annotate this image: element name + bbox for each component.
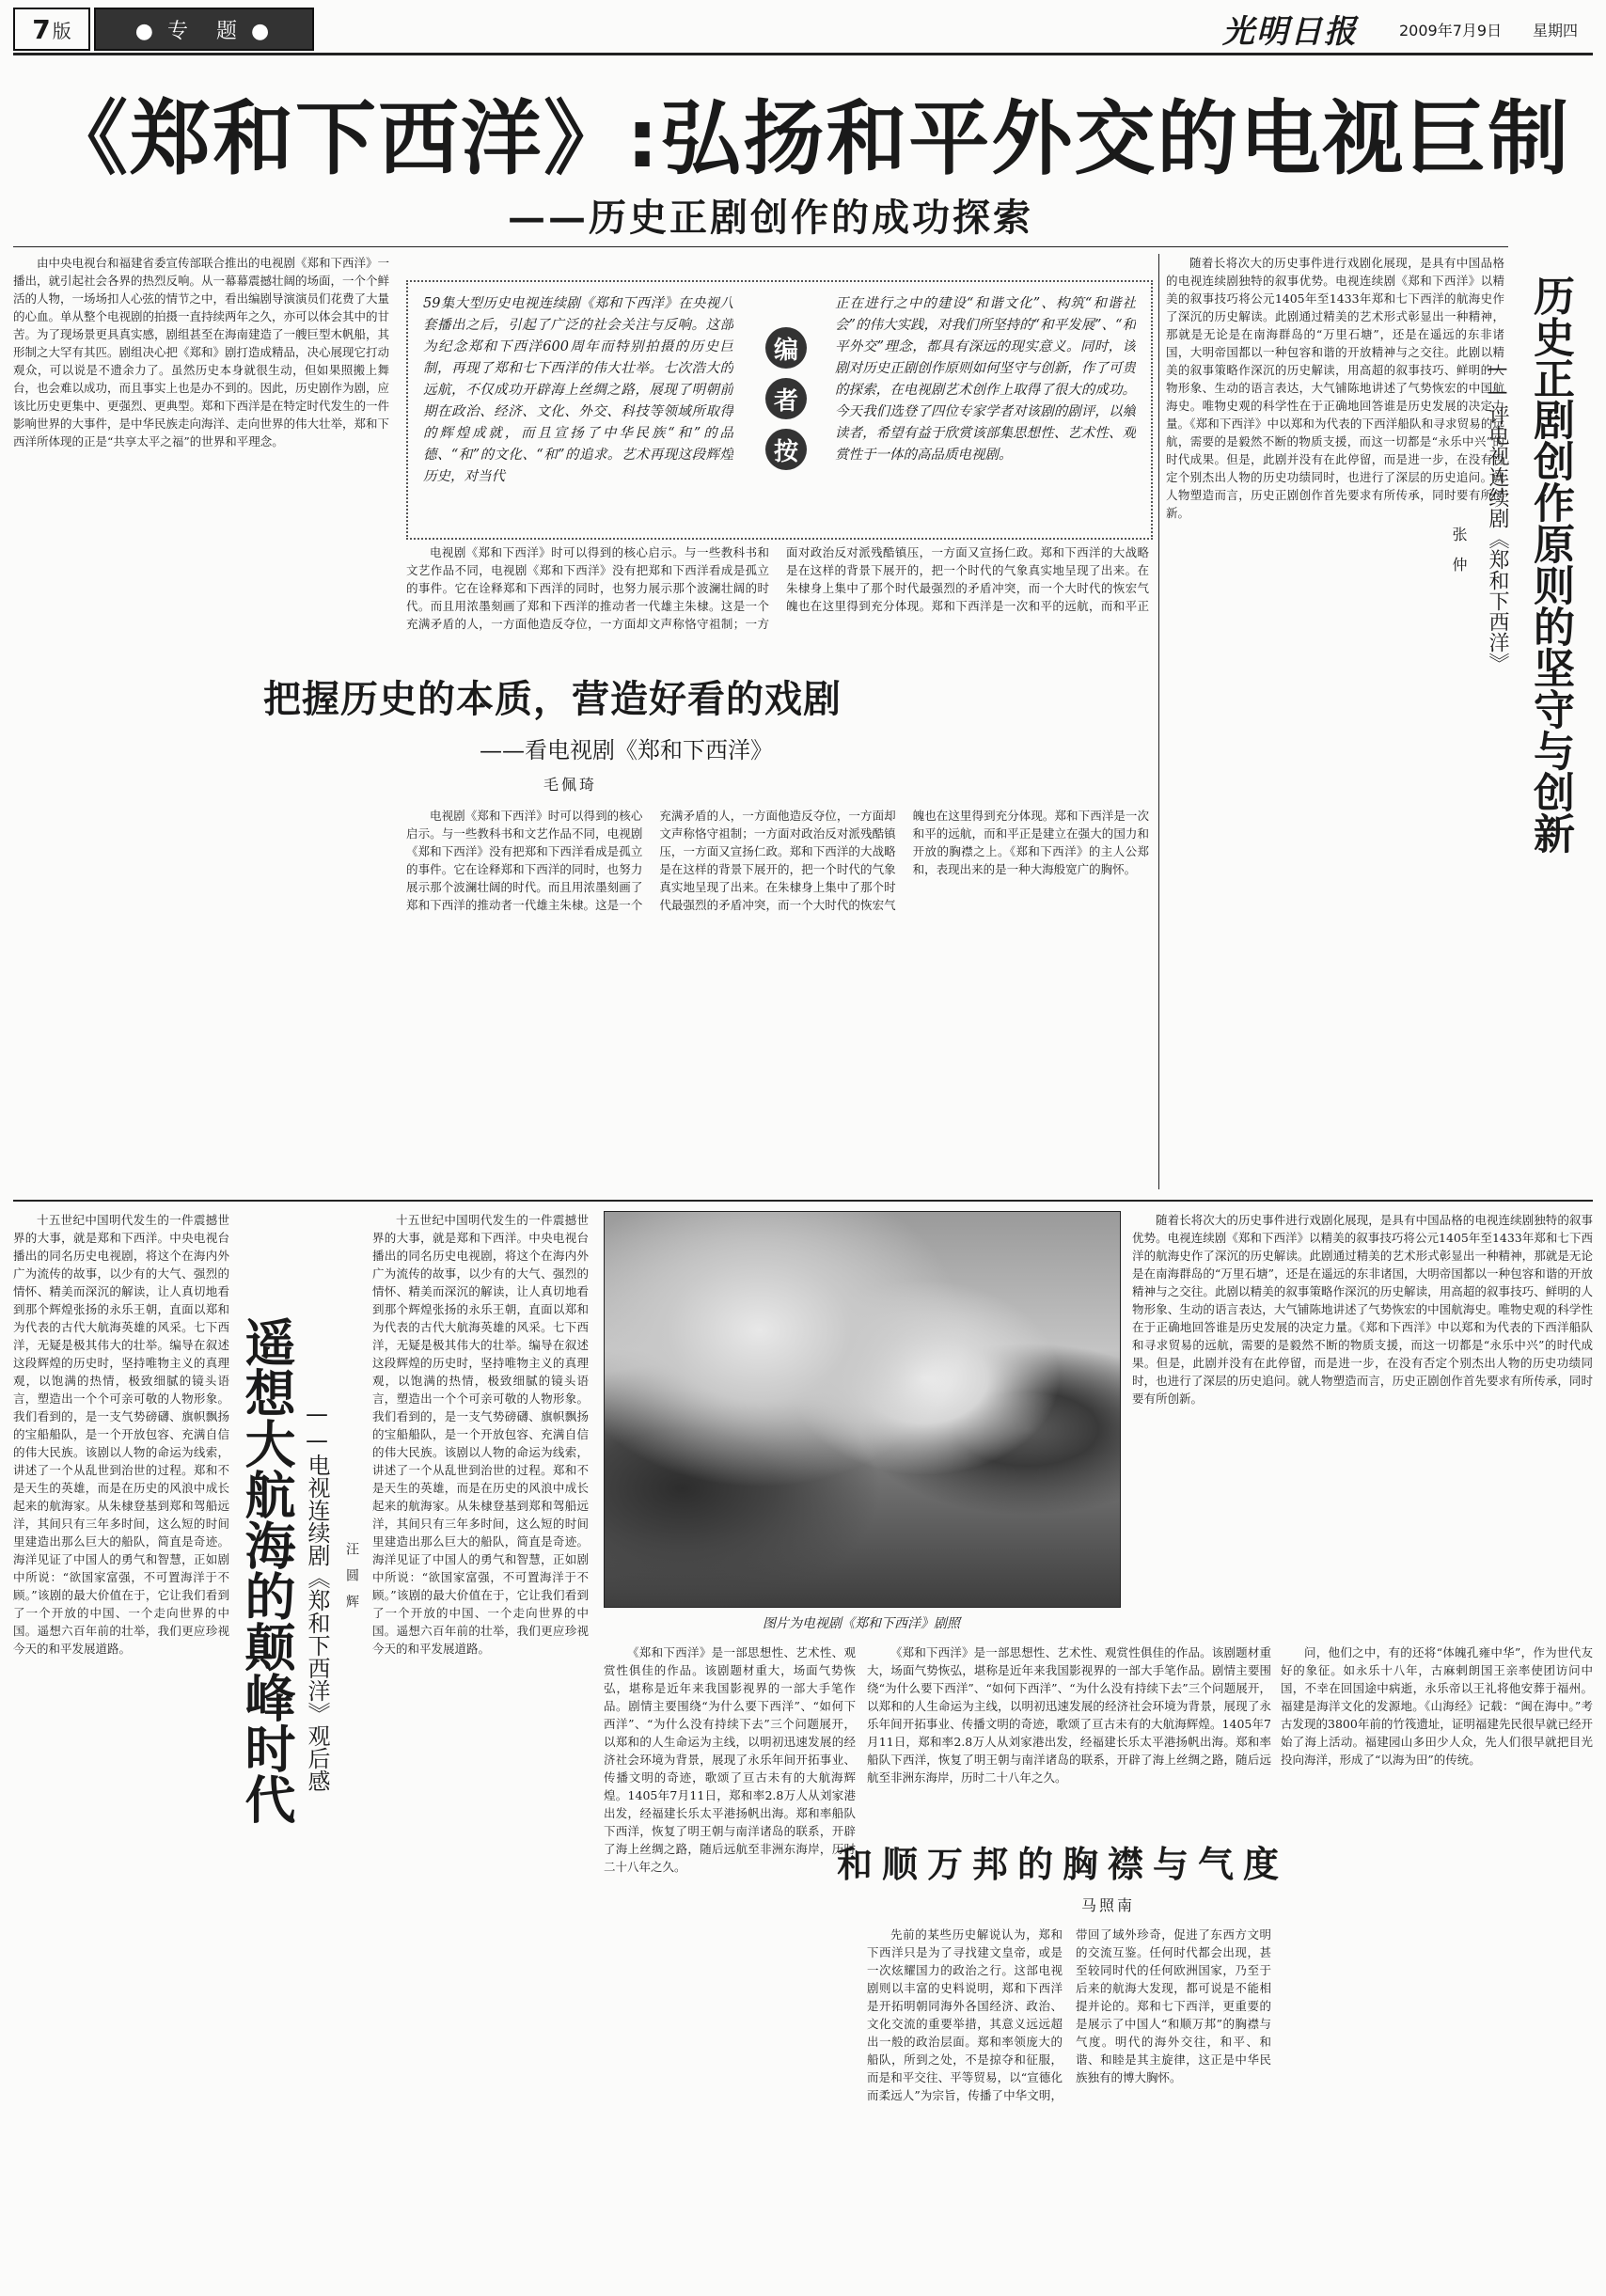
headline-rule [13, 246, 1508, 247]
article4-column-right [1281, 1643, 1593, 2288]
editor-note-right: 正在进行之中的建设“和谐文化”、构筑“和谐社会”的伟大实践，对我们所坚持的“和平发展”、“和平外交”理念，都具有深远的现实意义。同时，该剧对历史正剧创作原则如何坚守与创新，作了可贵的探索，在电视剧艺术创作上取得了很大的成功。今天我们选登了四位专家学者对该剧的剧评，以飨读者，希望有益于欣赏该部集思想性、艺术性、观赏性于一体的高品质电视剧。 [835, 296, 1136, 463]
drama-still-photo [604, 1211, 1121, 1608]
photo-caption: 图片为电视剧《郑和下西洋》剧照 [763, 1616, 960, 1631]
page-number-box [13, 8, 90, 51]
section-label: ● 专 题 ● [134, 19, 274, 43]
editor-note-left: 59集大型历史电视连续剧《郑和下西洋》在央视八套播出之后，引起了广泛的社会关注与反响。这部为纪念郑和下西洋600周年而特别拍摄的历史巨制，再现了郑和七下西洋的伟大壮举。七次浩大的远航，不仅成功开辟海上丝绸之路，展现了明朝前期在政治、经济、文化、外交、科技等领域所取得的辉煌成就，而且宣扬了中华民族“和”的品德、“和”的文化、“和”的追求。艺术再现这段辉煌历史，对当代 [423, 296, 733, 484]
article3-body: 十五世纪中国明代发生的一件震撼世界的大事，就是郑和下西洋。中央电视台播出的同名历史电视剧，将这个在海内外广为流传的故事，以少有的大气、强烈的情怀、精美而深沉的解读，让人真切地看到那个辉煌张扬的永乐王朝，直面以郑和为代表的古代大航海英雄的风采。七下西洋，无疑是极其伟大的壮举。编导在叙述这段辉煌的历史时，坚持唯物主义的真理观，以饱满的热情，极致细腻的镜头语言，塑造出一个个可亲可敬的人物形象。我们看到的，是一支气势磅礴、旗帜飘扬的宝船船队，是一个开放包容、充满自信的伟大民族。该剧以人物的命运为线索，讲述了一个从乱世到治世的过程。郑和不是天生的英雄，而是在历史的风浪中成长起来的航海家。从朱棣登基到郑和驾船远洋，其间只有三年多时间，这么短的时间里建造出那么巨大的船队，简直是奇迹。海洋见证了中国人的勇气和智慧，正如剧中所说：“欲国家富强，不可置海洋于不顾。”该剧的最大价值在于，它让我们看到了一个开放的中国、一个走向世界的中国。遥想六百年前的壮举，我们更应珍视今天的和平发展道路。 [13, 1213, 229, 1656]
article4-body-right: 问，他们之中，有的还将“体魄孔雍中华”，作为世代友好的象征。如永乐十八年，古麻剌朗国王亲率使团访问中国，不幸在回国途中病逝，永乐帝以王礼将他安葬于福州。福建是海洋文化的发源地。《山海经》记载：“闽在海中。”考古发现的3800年前的竹筏遗址，证明福建先民很早就已经开始了海上活动。福建园山多田少人众，先人们很早就把目光投向海洋，形成了“以海为田”的传统。 [1281, 1645, 1593, 1767]
article4-body-bottom: 先前的某些历史解说认为，郑和下西洋只是为了寻找建文皇帝，或是一次炫耀国力的政治之行。这部电视剧则以丰富的史料说明，郑和下西洋是开拓明朝同海外各国经济、政治、文化交流的重要举措，其意义远远超出一般的政治层面。郑和率领庞大的船队，所到之处，不是掠夺和征服，而是和平交往、平等贸易，以“宣德化而柔远人”为宗旨，传播了中华文明，带回了域外珍奇，促进了东西方文明的交流互鉴。任何时代都会出现，甚至较同时代的任何欧洲国家，乃至于后来的航海大发现，都可说是不能相提并论的。郑和七下西洋，更重要的是展示了中国人“和顺万邦”的胸襟与气度。明代的海外交往，和平、和谐、和睦是其主旋律，这正是中华民族独有的博大胸怀。 [867, 1927, 1271, 2102]
article1-column-continued [1132, 1211, 1593, 1625]
article3-subtitle: ——电视连续剧《郑和下西洋》观后感 [304, 1401, 330, 1792]
page-number: 7 [32, 13, 51, 45]
article2-subtitle: ——看电视剧《郑和下西洋》 [480, 737, 773, 763]
article2-body-bottom: 电视剧《郑和下西洋》时可以得到的核心启示。与一些教科书和文艺作品不同，电视剧《郑和下西洋》没有把郑和下西洋看成是孤立的事件。它在诠释郑和下西洋的同时，也努力展示那个波澜壮阔的时代。而且用浓墨刻画了郑和下西洋的推动者一代雄主朱棣。这是一个充满矛盾的人，一方面他造反夺位，一方面却文声称恪守祖制；一方面对政治反对派残酷镇压，一方面又宣扬仁政。郑和下西洋的大战略是在这样的背景下展开的，把一个时代的气象真实地呈现了出来。在朱棣身上集中了那个时代最强烈的矛盾冲突，而一个大时代的恢宏气魄也在这里得到充分体现。郑和下西洋是一次和平的远航，而和平正是建立在强大的国力和开放的胸襟之上。《郑和下西洋》的主人公郑和，表现出来的是一种大海般宽广的胸怀。 [406, 809, 1149, 912]
article4-column-bottom [867, 1926, 1271, 2288]
article1-author: 张 仲 [1450, 527, 1468, 572]
article3-column-right [372, 1211, 589, 2288]
article1-subtitle: ——评电视连续剧《郑和下西洋》 [1486, 357, 1509, 673]
article4-body-top-continued: 《郑和下西洋》是一部思想性、艺术性、观赏性俱佳的作品。该剧题材重大，场面气势恢弘，堪称是近年来我国影视界的一部大手笔作品。剧情主要围绕“为什么要下西洋”、“如何下西洋”、“为什么没有持续下去”三个问题展开，以郑和的人生命运为主线，以明初迅速发展的经济社会环境为背景，展现了永乐年间开拓事业、传播文明的奇迹，歌颂了亘古未有的大航海辉煌。1405年7月11日，郑和率2.8万人从刘家港出发，经福建长乐太平港扬帆出海。郑和率船队下西洋，恢复了明王朝与南洋诸岛的联系，开辟了海上丝绸之路，随后远航至非洲东海岸，历时二十八年之久。 [867, 1645, 1271, 1785]
editor-note-label-3: 按 [765, 429, 807, 470]
article2-column-bottom [406, 807, 1149, 1187]
main-headline: 《郑和下西洋》:弘扬和平外交的电视巨制 [47, 92, 1571, 186]
newspaper-logo: 光明日报 [1222, 13, 1358, 51]
editor-note-badge [758, 327, 814, 470]
article4-author: 马照南 [1081, 1896, 1136, 1914]
article2-body-top: 由中央电视台和福建省委宣传部联合推出的电视剧《郑和下西洋》一播出，就引起社会各界的热烈反响。从一幕幕震撼壮阔的场面，一个个鲜活的人物，一场场扣人心弦的情节之中，看出编剧导演演员们花费了大量的心血。单从整个电视剧的拍摄一直持续两年之久，亦可以体会其中的甘苦。为了现场景更具真实感，剧组甚至在海南建造了一艘巨型木帆船，其形制之大罕有其匹。剧组决心把《郑和》剧打造成精品，决心展现它打动观众，可以说是不遗余力了。虽然历史本身就很生动，但如果照搬上舞台，也会难以成功，而且事实上也是办不到的。因此，历史剧作为剧，应该比历史更集中、更强烈、更典型。郑和下西洋是在特定时代发生的一件影响世界的大事件，是中华民族走向海洋、走向世界的伟大壮举，郑和下西洋所体现的正是“共享太平之福”的世界和平理念。 [13, 256, 389, 448]
article1-title: 历史正剧创作原则的坚守与创新 [1526, 275, 1574, 854]
middle-rule [13, 1200, 1593, 1202]
issue-weekday: 星期四 [1533, 22, 1579, 39]
article4-column-1 [604, 1643, 856, 2288]
article3-title: 遥想大航海的颠峰时代 [237, 1316, 296, 1824]
article3-column-left [13, 1211, 229, 2288]
article3-body-continued: 十五世纪中国明代发生的一件震撼世界的大事，就是郑和下西洋。中央电视台播出的同名历史电视剧，将这个在海内外广为流传的故事，以少有的大气、强烈的情怀、精美而深沉的解读，让人真切地看到那个辉煌张扬的永乐王朝，直面以郑和为代表的古代大航海英雄的风采。七下西洋，无疑是极其伟大的壮举。编导在叙述这段辉煌的历史时，坚持唯物主义的真理观，以饱满的热情，极致细腻的镜头语言，塑造出一个个可亲可敬的人物形象。我们看到的，是一支气势磅礴、旗帜飘扬的宝船船队，是一个开放包容、充满自信的伟大民族。该剧以人物的命运为线索，讲述了一个从乱世到治世的过程。郑和不是天生的英雄，而是在历史的风浪中成长起来的航海家。从朱棣登基到郑和驾船远洋，其间只有三年多时间，这么短的时间里建造出那么巨大的船队，简直是奇迹。海洋见证了中国人的勇气和智慧，正如剧中所说：“欲国家富强，不可置海洋于不顾。”该剧的最大价值在于，它让我们看到了一个开放的中国、一个走向世界的中国。遥想六百年前的壮举，我们更应珍视今天的和平发展道路。 [372, 1213, 589, 1656]
editor-note-label-1: 编 [765, 327, 807, 369]
page-label: 版 [52, 19, 71, 42]
section-box [94, 8, 314, 51]
masthead-rule [13, 53, 1593, 55]
article2-column-mid [406, 543, 1149, 637]
article4-column-2 [867, 1643, 1271, 1832]
article4-body-top: 《郑和下西洋》是一部思想性、艺术性、观赏性俱佳的作品。该剧题材重大，场面气势恢弘，堪称是近年来我国影视界的一部大手笔作品。剧情主要围绕“为什么要下西洋”、“如何下西洋”、“为什么没有持续下去”三个问题展开，以郑和的人生命运为主线，以明初迅速发展的经济社会环境为背景，展现了永乐年间开拓事业、传播文明的奇迹，歌颂了亘古未有的大航海辉煌。1405年7月11日，郑和率2.8万人从刘家港出发，经福建长乐太平港扬帆出海。郑和率船队下西洋，恢复了明王朝与南洋诸岛的联系，开辟了海上丝绸之路，随后远航至非洲东海岸，历时二十八年之久。 [604, 1645, 856, 1874]
article1-body: 随着长将次大的历史事件进行戏剧化展现，是具有中国品格的电视连续剧独特的叙事优势。电视连续剧《郑和下西洋》以精美的叙事技巧将公元1405年至1433年郑和七下西洋的航海史作了深沉的历史解读。此剧通过精美的艺术形式彰显出一种精神，那就是无论是在南海群岛的“万里石塘”，还是在遥远的东非诸国，大明帝国都以一种包容和谐的开放精神与之交往。此剧以精美的叙事策略作深沉的历史解读，用高超的叙事技巧、鲜明的人物形象、生动的语言表达，大气铺陈地讲述了气势恢宏的中国航海史。唯物史观的科学性在于正确地回答谁是历史发展的决定力量。《郑和下西洋》中以郑和为代表的下西洋船队和寻求贸易的远航，需要的是毅然不断的物质支援，而这一切都是“永乐中兴”的时代成果。但是，此剧并没有在此停留，而是进一步，在没有否定个别杰出人物的历史功绩同时，也进行了深层的历史追问。就人物塑造而言，历史正剧创作首先要求有所传承，同时要有所创新。 [1166, 256, 1504, 520]
article1-body-continued: 随着长将次大的历史事件进行戏剧化展现，是具有中国品格的电视连续剧独特的叙事优势。电视连续剧《郑和下西洋》以精美的叙事技巧将公元1405年至1433年郑和七下西洋的航海史作了深沉的历史解读。此剧通过精美的艺术形式彰显出一种精神，那就是无论是在南海群岛的“万里石塘”，还是在遥远的东非诸国，大明帝国都以一种包容和谐的开放精神与之交往。此剧以精美的叙事策略作深沉的历史解读，用高超的叙事技巧、鲜明的人物形象、生动的语言表达，大气铺陈地讲述了气势恢宏的中国航海史。唯物史观的科学性在于正确地回答谁是历史发展的决定力量。《郑和下西洋》中以郑和为代表的下西洋船队和寻求贸易的远航，需要的是毅然不断的物质支援，而这一切都是“永乐中兴”的时代成果。但是，此剧并没有在此停留，而是进一步，在没有否定个别杰出人物的历史功绩同时，也进行了深层的历史追问。就人物塑造而言，历史正剧创作首先要求有所传承，同时要有所创新。 [1132, 1213, 1593, 1406]
issue-date: 2009年7月9日 [1399, 22, 1503, 39]
article2-body-mid: 电视剧《郑和下西洋》时可以得到的核心启示。与一些教科书和文艺作品不同，电视剧《郑和下西洋》没有把郑和下西洋看成是孤立的事件。它在诠释郑和下西洋的同时，也努力展示那个波澜壮阔的时代。而且用浓墨刻画了郑和下西洋的推动者一代雄主朱棣。这是一个充满矛盾的人，一方面他造反夺位，一方面却文声称恪守祖制；一方面对政治反对派残酷镇压，一方面又宣扬仁政。郑和下西洋的大战略是在这样的背景下展开的，把一个时代的气象真实地呈现了出来。在朱棣身上集中了那个时代最强烈的矛盾冲突，而一个大时代的恢宏气魄也在这里得到充分体现。郑和下西洋是一次和平的远航，而和平正 [406, 545, 1149, 631]
article1-column [1166, 254, 1504, 1189]
article2-author: 毛佩琦 [543, 776, 598, 794]
editor-note-label-2: 者 [765, 378, 807, 419]
article4-title: 和顺万邦的胸襟与气度 [837, 1844, 1289, 1885]
article3-author: 汪 圆 辉 [344, 1542, 359, 1608]
article2-title: 把握历史的本质，营造好看的戏剧 [263, 678, 842, 721]
article1-divider [1158, 254, 1159, 1189]
main-subtitle: ——历史正剧创作的成功探索 [508, 196, 1033, 240]
